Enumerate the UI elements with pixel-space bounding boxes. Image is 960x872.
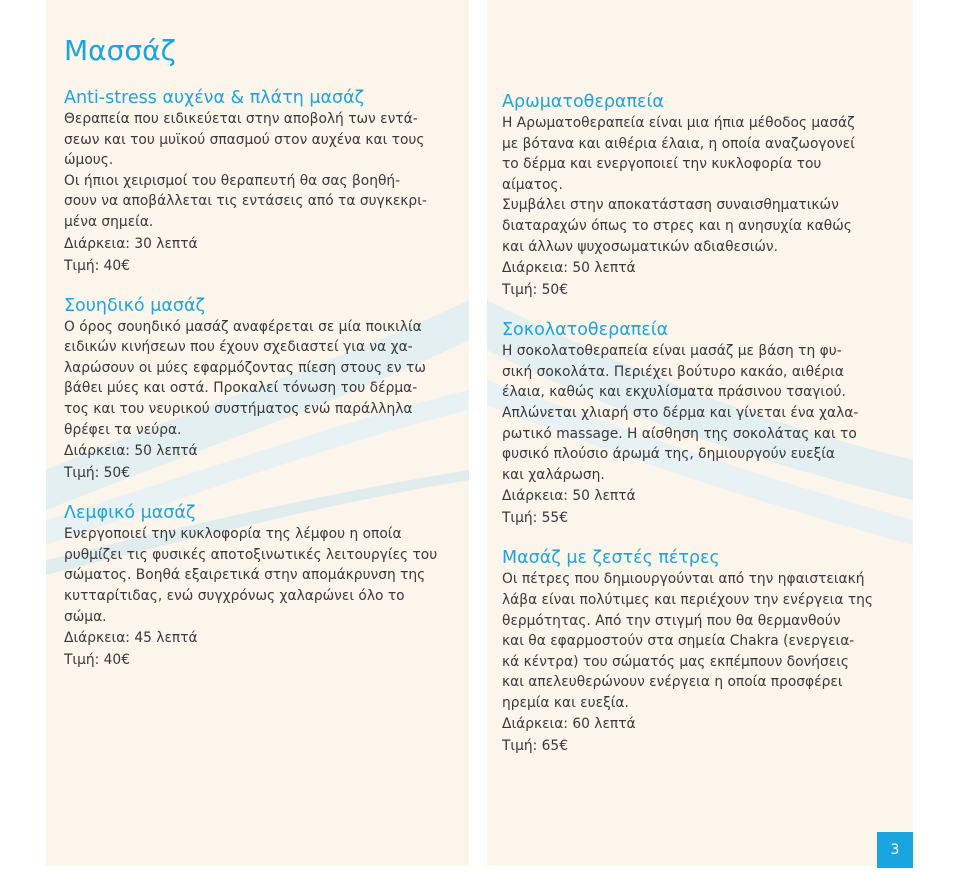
section-line: Η Αρωματοθεραπεία είναι μια ήπια μέθοδος μασάζ [502, 115, 855, 131]
duration-text: Διάρκεια: 60 λεπτά [502, 716, 636, 733]
section-line: με βότανα και αιθέρια έλαια, η οποία αναζωογονεί [502, 135, 855, 152]
section-line: θερμότητας. Από την στιγμή που θα θερμανθούν [502, 612, 841, 629]
price-text: Τιμή: 40€ [64, 652, 130, 669]
section-line: Συμβάλει στην αποκατάσταση συναισθηματικών [502, 197, 839, 214]
section-line: και άλλων ψυχοσωματικών αδιαθεσιών. [502, 238, 779, 255]
section-title: Σοκολατοθεραπεία [502, 320, 669, 341]
section-line: ειδικών κινήσεων που έχουν σχεδιαστεί για να χα- [64, 339, 413, 356]
section-line: ρυθμίζει τις φυσικές αποτοξινωτικές λειτουργίες του [64, 546, 438, 563]
section-line: Οι ήπιοι χειρισμοί του θεραπευτή θα σας βοηθή- [64, 172, 401, 189]
section-swedish [64, 296, 459, 485]
section-line: Ο όρος σουηδικό μασάζ αναφέρεται σε μία ποικιλία [64, 318, 422, 335]
section-line: λαρώσουν οι μύες εφαρμόζοντας πίεση στους εν τω [64, 359, 426, 376]
section-line: σουν να αποβάλλεται τις εντάσεις από τα συγκεκρι- [64, 193, 427, 210]
section-line: και απελευθερώνουν ενέργεια η οποία προσφέρει [502, 674, 843, 691]
left-column [46, 0, 469, 866]
section-line: κυτταρίτιδας, ενώ συγχρόνως χαλαρώνει όλο το [64, 587, 405, 604]
section-title: Σουηδικό μασάζ [64, 295, 206, 316]
section-hot-stones [502, 548, 903, 757]
section-line: το δέρμα και ενεργοποιεί την κυκλοφορία του [502, 156, 822, 173]
price-text: Τιμή: 55€ [502, 510, 568, 527]
price-text: Τιμή: 50€ [64, 465, 130, 482]
section-title: Anti-stress αυχένα & πλάτη μασάζ [64, 88, 365, 108]
duration-text: Διάρκεια: 50 λεπτά [502, 488, 636, 505]
section-line: βάθει μύες και οστά. Προκαλεί τόνωση του δέρμα- [64, 380, 418, 397]
right-column [487, 0, 913, 866]
section-line: και θα εφαρμοστούν στα σημεία Chakra (ενεργεια- [502, 633, 855, 650]
duration-text: Διάρκεια: 50 λεπτά [502, 260, 636, 277]
page-title: Μασσάζ [64, 34, 176, 67]
section-line: φυσικό πλούσιο άρωμά της, δημιουργούν ευεξία [502, 446, 836, 463]
section-line: διαταραχών όπως το στρες και η ανησυχία καθώς [502, 217, 852, 234]
section-line: σώμα. [64, 608, 107, 625]
section-line: θρέφει τα νεύρα. [64, 421, 182, 438]
section-line: ώμους. [64, 152, 114, 169]
duration-text: Διάρκεια: 50 λεπτά [64, 443, 198, 460]
section-line: ρωτικό massage. Η αίσθηση της σοκολάτας και το [502, 425, 857, 442]
section-title: Αρωματοθεραπεία [502, 92, 664, 112]
section-title: Λεμφικό μασάζ [64, 503, 196, 524]
price-text: Τιμή: 50€ [502, 282, 568, 299]
section-line: και χαλάρωση. [502, 466, 605, 483]
section-line: σική σοκολάτα. Περιέχει βούτυρο κακάο, αιθέρια [502, 363, 845, 380]
section-line: μένα σημεία. [64, 213, 154, 230]
section-line: κά κέντρα) του σώματός μας εκπέμπουν δονήσεις [502, 653, 849, 670]
duration-text: Διάρκεια: 45 λεπτά [64, 630, 198, 647]
price-text: Τιμή: 65€ [502, 738, 568, 755]
section-line: σεων και του μυϊκού σπασμού στον αυχένα και τους [64, 131, 425, 148]
section-chocolate-therapy [502, 320, 903, 529]
section-line: Θεραπεία που ειδικεύεται στην αποβολή των εντά- [64, 111, 418, 127]
page-number: 3 [877, 832, 913, 868]
section-line: Οι πέτρες που δημιουργούνται από την ηφαιστειακή [502, 571, 865, 588]
section-line: Ενεργοποιεί την κυκλοφορία της λέμφου η οποία [64, 526, 402, 543]
section-line: Η σοκολατοθεραπεία είναι μασάζ με βάση τη φυ- [502, 343, 842, 360]
section-anti-stress [64, 88, 459, 277]
section-line: τος και του νευρικού συστήματος ενώ παράλληλα [64, 400, 413, 417]
section-title: Μασάζ με ζεστές πέτρες [502, 548, 720, 569]
section-line: αίματος. [502, 176, 563, 193]
section-line: σώματος. Βοηθά εξαιρετικά στην απομάκρυνση της [64, 567, 426, 584]
price-text: Τιμή: 40€ [64, 257, 130, 274]
section-line: λάβα είναι πολύτιμες και περιέχουν την ενέργεια της [502, 591, 873, 608]
section-line: ηρεμία και ευεξία. [502, 694, 629, 711]
section-aromatherapy [502, 92, 903, 301]
duration-text: Διάρκεια: 30 λεπτά [64, 235, 198, 252]
section-line: Απλώνεται χλιαρή στο δέρμα και γίνεται ένα χαλα- [502, 404, 859, 421]
section-line: έλαια, καθώς και εκχυλίσματα πράσινου τσαγιού. [502, 384, 846, 401]
section-lymphatic [64, 503, 459, 671]
